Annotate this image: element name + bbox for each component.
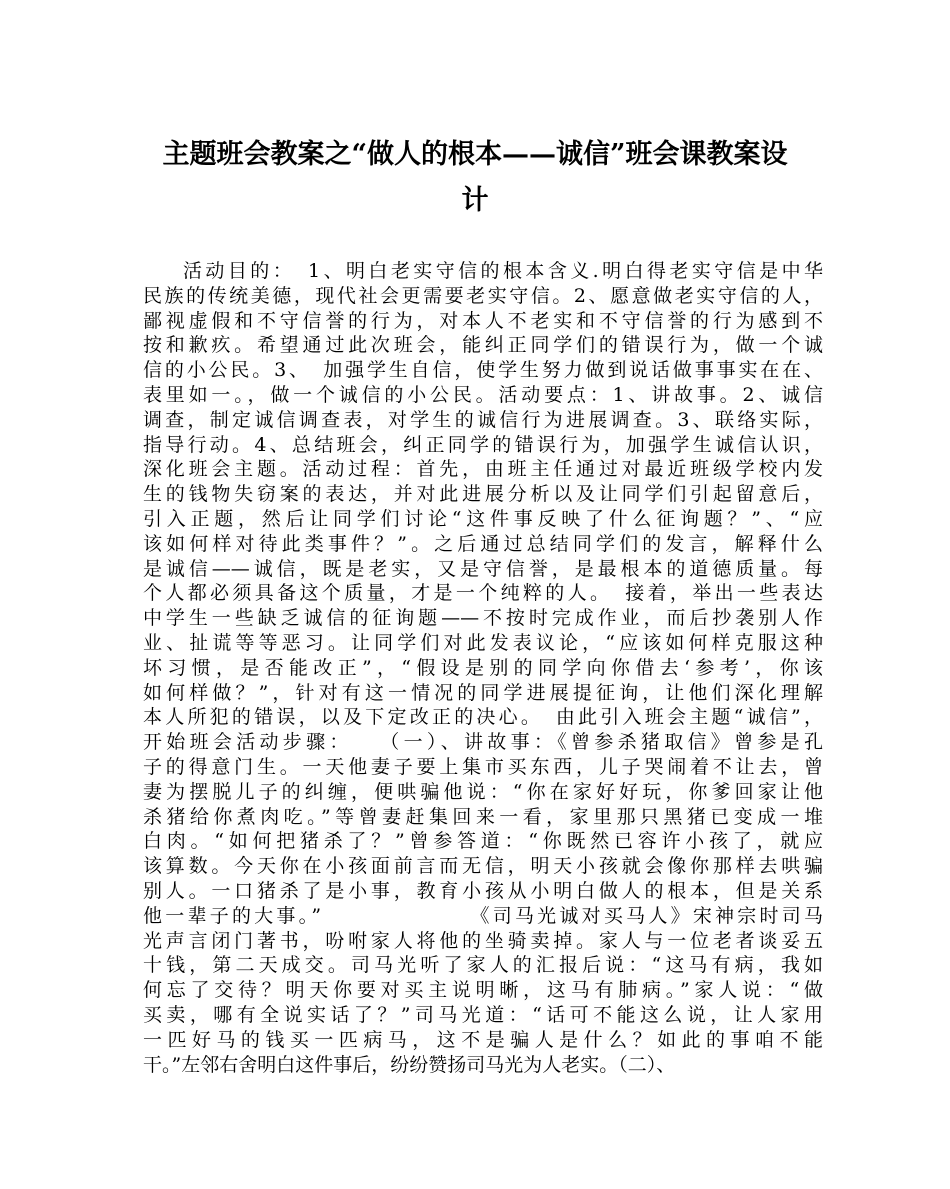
document-title <box>120 132 830 224</box>
body-text-line: 民族的传统美德，现代社会更需要老实守信。2、愿意做老实守信的人， <box>143 284 823 307</box>
body-text-line: 白肉。“如何把猪杀了？”曾参答道：“你既然已容许小孩了，就应 <box>143 830 823 853</box>
body-text-line: 何忘了交待？明天你要对买主说明晰，这马有肺病。”家人说：“做 <box>143 979 823 1002</box>
body-text-line: 别人。一口猪杀了是小事，教育小孩从小明白做人的根本，但是关系 <box>143 879 823 902</box>
body-text-line: 光声言闭门著书，吩咐家人将他的坐骑卖掉。家人与一位老者谈妥五 <box>143 929 823 952</box>
body-text-line: 如何样做？”，针对有这一情况的同学进展提征询，让他们深化理解 <box>143 681 823 704</box>
body-text-line: 子的得意门生。一天他妻子要上集市买东西，儿子哭闹着不让去，曾 <box>143 755 823 778</box>
body-text-line: 按和歉疚。希望通过此次班会，能纠正同学们的错误行为，做一个诚 <box>143 334 823 357</box>
body-text-line: 指导行动。4、总结班会，纠正同学的错误行为，加强学生诚信认识， <box>143 433 823 456</box>
body-text-line: 干。”左邻右舍明白这件事后，纷纷赞扬司马光为人老实。（二）、 <box>143 1053 676 1076</box>
body-text-line: 调查，制定诚信调查表，对学生的诚信行为进展调查。3、联络实际， <box>143 408 823 431</box>
body-text-line: 一匹好马的钱买一匹病马，这不是骗人是什么？如此的事咱不能 <box>143 1028 823 1051</box>
body-text-line: 妻为摆脱儿子的纠缠，便哄骗他说：“你在家好好玩，你爹回家让他 <box>143 780 823 803</box>
body-text-line: 引入正题，然后让同学们讨论“这件事反映了什么征询题？”、“应 <box>143 507 823 530</box>
document-title-line-1: 主题班会教案之“做人的根本——诚信”班会课教案设 <box>162 139 788 170</box>
body-text-line: 生的钱物失窃案的表达，并对此进展分析以及让同学们引起留意后， <box>143 483 823 506</box>
document-body <box>143 259 823 1077</box>
body-text-line: 该算数。今天你在小孩面前言而无信，明天小孩就会像你那样去哄骗 <box>143 855 823 878</box>
body-text-line: 本人所犯的错误，以及下定改正的决心。 由此引入班会主题“诚信”， <box>143 706 823 729</box>
body-text-line: 鄙视虚假和不守信誉的行为，对本人不老实和不守信誉的行为感到不 <box>143 309 823 332</box>
body-text-line: 是诚信——诚信，既是老实，又是守信誉，是最根本的道德质量。每 <box>143 557 823 580</box>
body-text-line: 中学生一些缺乏诚信的征询题——不按时完成作业，而后抄袭别人作 <box>143 607 823 630</box>
body-text-line: 个人都必须具备这个质量，才是一个纯粹的人。 接着，举出一些表达 <box>143 582 823 605</box>
body-text-line: 活动目的： 1、明白老实守信的根本含义.明白得老实守信是中华 <box>183 260 823 282</box>
body-text-line: 深化班会主题。活动过程：首先，由班主任通过对最近班级学校内发 <box>143 458 823 481</box>
body-text-line: 开始班会活动步骤： （一）、讲故事：《曾参杀猪取信》曾参是孔 <box>143 731 823 754</box>
body-text-line: 坏习惯，是否能改正”，“假设是别的同学向你借去‘参考’，你该 <box>143 656 823 679</box>
body-text-line: 买卖，哪有全说实话了？”司马光道：“话可不能这么说，让人家用 <box>143 1003 823 1026</box>
body-text-line: 杀猪给你煮肉吃。”等曾妻赶集回来一看，家里那只黑猪已变成一堆 <box>143 805 823 828</box>
body-text-line: 该如何样对待此类事件？”。之后通过总结同学们的发言，解释什么 <box>143 532 823 555</box>
body-text-line: 信的小公民。3、 加强学生自信，使学生努力做到说话做事事实在在、 <box>143 359 823 382</box>
document-title-line-2: 计 <box>461 185 489 216</box>
body-text-line: 业、扯谎等等恶习。让同学们对此发表议论，“应该如何样克服这种 <box>143 631 823 654</box>
body-text-line: 表里如一。，做一个诚信的小公民。活动要点：1、讲故事。2、诚信 <box>143 383 823 406</box>
body-text-line: 十钱，第二天成交。司马光听了家人的汇报后说：“这马有病，我如 <box>143 954 823 977</box>
body-text-line: 他一辈子的大事。” 《司马光诚对买马人》宋神宗时司马 <box>143 904 823 927</box>
